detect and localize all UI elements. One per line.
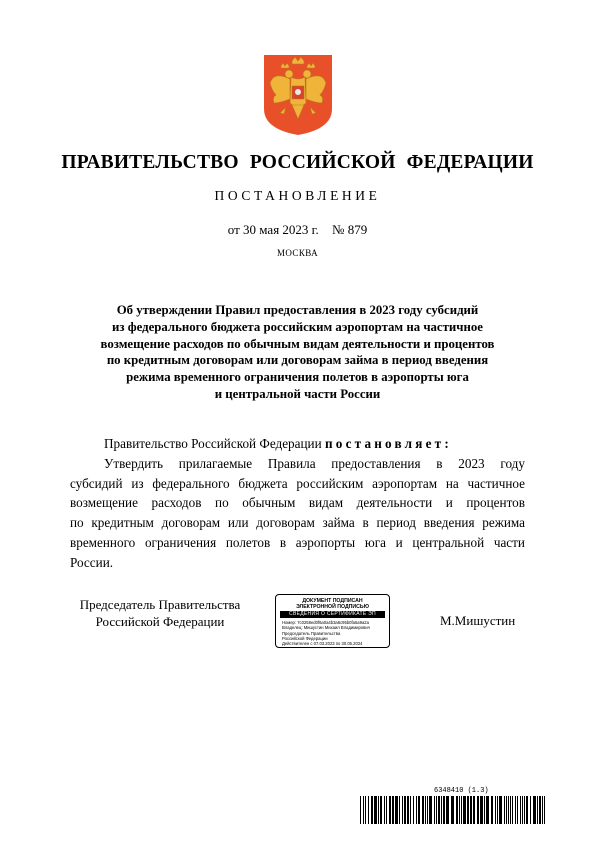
barcode-bar — [495, 796, 496, 824]
barcode-bar — [491, 796, 493, 824]
barcode-bar — [386, 796, 387, 824]
barcode-bar — [425, 796, 426, 824]
decree-intro: Правительство Российской Федерации — [104, 436, 322, 451]
barcode-bar — [504, 796, 505, 824]
barcode-bar — [456, 796, 458, 824]
barcode-bar — [365, 796, 366, 824]
position-line: Председатель Правительства — [79, 597, 241, 612]
barcode-bar — [374, 796, 377, 824]
barcode-bar — [441, 796, 442, 824]
electronic-signature-stamp — [275, 594, 390, 648]
barcode-bar — [402, 796, 403, 824]
barcode-bar — [463, 796, 466, 824]
barcode-bar — [371, 796, 373, 824]
barcode-bar — [384, 796, 385, 824]
document-number: № 879 — [332, 222, 368, 237]
barcode-bar — [429, 796, 432, 824]
date-number-line — [0, 222, 595, 238]
subject-line: по кредитным договорам или договорам займа в период введения — [106, 353, 489, 368]
subject-line: возмещение расходов по обычным видам деятельности и процентов — [100, 336, 495, 351]
barcode-bar — [515, 796, 516, 824]
body-line: Утвердить прилагаемые Правила предоставления в 2023 году — [104, 455, 525, 471]
barcode-bar — [438, 796, 440, 824]
barcode-bar — [530, 796, 531, 824]
barcode-bar — [522, 796, 523, 824]
body-line: временного ограничения полетов в аэропорты юга и центральной части — [70, 534, 525, 550]
subject-line: режима временного ограничения полетов в аэропорты юга — [126, 370, 469, 385]
stamp-title-line: ДОКУМЕНТ ПОДПИСАН — [302, 598, 363, 604]
coat-of-arms-emblem — [262, 53, 334, 137]
subject-line: из федерального бюджета российским аэропортам на частичное — [112, 319, 483, 334]
barcode-bar — [395, 796, 398, 824]
barcode-bar — [480, 796, 483, 824]
barcode-bar — [544, 796, 545, 824]
barcode-bar — [484, 796, 485, 824]
stamp-title-line: ЭЛЕКТРОННОЙ ПОДПИСЬЮ — [296, 604, 369, 610]
stamp-info — [282, 620, 385, 646]
barcode-bar — [508, 796, 509, 824]
barcode-bar — [378, 796, 379, 824]
barcode-bar — [520, 796, 521, 824]
barcode-bar — [451, 796, 454, 824]
barcode-bar — [459, 796, 460, 824]
barcode-bar — [486, 796, 489, 824]
decree-body — [70, 434, 525, 573]
barcode-bar — [539, 796, 541, 824]
barcode-bar — [389, 796, 391, 824]
barcode-bar — [404, 796, 406, 824]
stamp-info-line: Номер: 7c0258ed0f6a0a4b3a6c95b0fa5a9a2a — [282, 620, 369, 625]
barcode-bar — [392, 796, 394, 824]
barcode-bar — [436, 796, 437, 824]
signatory-name: М.Мишустин — [440, 613, 516, 628]
subject-line: и центральной части России — [214, 386, 381, 401]
barcode — [360, 796, 548, 824]
barcode-bar — [524, 796, 525, 824]
barcode-bar — [399, 796, 400, 824]
barcode-bar — [477, 796, 479, 824]
barcode-bar — [542, 796, 543, 824]
stamp-info-line: Действителен с 07.03.2023 по 30.05.2024 — [282, 641, 363, 647]
barcode-bar — [473, 796, 475, 824]
barcode-number: 6348410 (1.3) — [434, 787, 489, 795]
barcode-bar — [418, 796, 420, 824]
subject-line: Об утверждении Правил предоставления в 2023 году субсидий — [116, 303, 479, 317]
barcode-bar — [512, 796, 513, 824]
barcode-bar — [363, 796, 364, 824]
barcode-bar — [443, 796, 445, 824]
barcode-bar — [510, 796, 511, 824]
document-type: ПОСТАНОВЛЕНИЕ — [214, 188, 381, 203]
barcode-bar — [427, 796, 428, 824]
decree-intro-line — [70, 434, 525, 454]
barcode-bar — [422, 796, 424, 824]
barcode-bar — [499, 796, 502, 824]
barcode-bar — [380, 796, 382, 824]
barcode-bar — [368, 796, 369, 824]
barcode-bar — [360, 796, 361, 824]
barcode-bar — [467, 796, 469, 824]
barcode-bar — [461, 796, 462, 824]
body-line: России. — [70, 554, 114, 570]
barcode-bar — [526, 796, 528, 824]
barcode-bar — [506, 796, 507, 824]
document-subject — [70, 302, 525, 403]
barcode-bar — [434, 796, 435, 824]
stamp-info-line: Владелец: Мишустин Михаил Владимирович — [282, 625, 370, 631]
body-line: по кредитным договорам или договорам займа в период введения режима — [70, 515, 525, 531]
stamp-title — [276, 598, 389, 610]
barcode-bar — [533, 796, 536, 824]
stamp-cert-label: СВЕДЕНИЯ О СЕРТИФИКАТЕ ЭП — [280, 611, 385, 618]
body-line: субсидий из федерального бюджета российским аэропортам на частичное — [70, 475, 525, 491]
barcode-bar — [416, 796, 417, 824]
document-date: от 30 мая 2023 г. — [227, 222, 319, 237]
barcode-bar — [537, 796, 538, 824]
barcode-bar — [517, 796, 518, 824]
barcode-bar — [470, 796, 472, 824]
stamp-info-line: Председатель Правительства — [282, 630, 341, 636]
signatory-position — [70, 596, 250, 630]
barcode-bar — [446, 796, 449, 824]
barcode-bar — [407, 796, 409, 824]
barcode-bar — [413, 796, 414, 824]
barcode-bar — [410, 796, 411, 824]
stamp-info-line: Российской Федерации — [282, 635, 328, 641]
body-line: возмещение расходов по обычным видам деятельности и процентов — [70, 495, 525, 511]
barcode-bar — [497, 796, 498, 824]
position-line: Российской Федерации — [95, 614, 225, 629]
decree-word: постановляет: — [324, 436, 452, 451]
city: МОСКВА — [277, 248, 318, 258]
government-title: ПРАВИТЕЛЬСТВО РОССИЙСКОЙ ФЕДЕРАЦИИ — [61, 152, 534, 173]
